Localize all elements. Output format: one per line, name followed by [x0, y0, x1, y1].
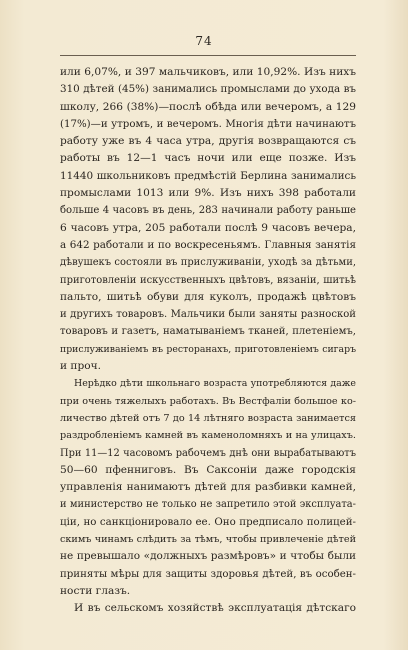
body-text [60, 64, 356, 618]
text-line: и министерство не только не запретило этой эксплуата- [60, 499, 356, 511]
text-line: работы въ 12—1 часъ ночи или еще позже. Изъ [60, 152, 356, 165]
text-line: приняты мѣры для защиты здоровья дѣтей, въ особен- [60, 568, 356, 580]
text-line: ціи, но санкціонировало ее. Оно предписало полицей- [60, 515, 356, 528]
text-line: при очень тяжелыхъ работахъ. Въ Вестфаліи большое ко- [60, 395, 356, 407]
paragraph [60, 64, 356, 375]
text-line: личество дѣтей отъ 7 до 14 лѣтняго возраста занимается [60, 412, 356, 424]
header-rule [60, 55, 356, 56]
text-line: управленія нанимаютъ дѣтей для разбивки камней, [60, 481, 356, 494]
text-line: 6 часовъ утра, 205 работали послѣ 9 часовъ вечера, [60, 221, 356, 234]
text-line: школу, 266 (38%)—послѣ обѣда или вечеромъ, а 129 [60, 100, 356, 113]
text-line: промыслами 1013 или 9%. Изъ нихъ 398 работали [60, 187, 356, 200]
text-line: (17%)—и утромъ, и вечеромъ. Многія дѣти начинаютъ [60, 118, 356, 130]
text-line: И въ сельскомъ хозяйствѣ эксплуатація дѣтскаго [74, 602, 356, 615]
text-line: дѣвушекъ состояли въ прислуживаніи, уходѣ за дѣтьми, [60, 257, 356, 269]
text-line: товаровъ и газетъ, наматываніемъ тканей, плетеніемъ, [60, 326, 356, 338]
text-line: и проч. [60, 360, 102, 373]
paragraph [60, 600, 356, 617]
text-line: а 642 работали и по воскресеньямъ. Главныя занятія [60, 238, 356, 251]
text-line: раздробленіемъ камней въ каменоломняхъ и на улицахъ. [60, 430, 356, 442]
text-line: 11440 школьниковъ предмѣстій Берлина занимались [60, 169, 356, 182]
text-line: 310 дѣтей (45%) занимались промыслами до ухода въ [60, 83, 356, 96]
text-line: скимъ чинамъ слѣдить за тѣмъ, чтобы привлеченіе дѣтей [60, 534, 356, 546]
text-line: прислуживаніемъ въ ресторанахъ, приготовленіемъ сигаръ [60, 343, 356, 355]
text-line: больше 4 часовъ въ день, 283 начинали работу раньше [60, 205, 356, 217]
text-line: или 6,07%, и 397 мальчиковъ, или 10,92%. Изъ нихъ [60, 66, 356, 78]
text-line: Нерѣдко дѣти школьнаго возраста употребляются даже [74, 378, 356, 390]
text-line: не превышало «должныхъ размѣровъ» и чтобы были [60, 550, 356, 563]
text-line: 50—60 пфенниговъ. Въ Саксоніи даже городскія [60, 463, 356, 476]
text-line: приготовленіи искусственныхъ цвѣтовъ, вязаніи, шитьѣ [60, 274, 356, 286]
text-line: При 11—12 часовомъ рабочемъ днѣ они вырабатываютъ [60, 447, 356, 459]
text-line: ности глазъ. [60, 584, 131, 597]
page-number: 74 [195, 34, 213, 48]
paragraph [60, 375, 356, 600]
text-line: работу уже въ 4 часа утра, другія возвращаются съ [60, 135, 356, 148]
text-line: пальто, шитьѣ обуви для куколъ, продажѣ цвѣтовъ [60, 290, 356, 303]
text-line: и другихъ товаровъ. Мальчики были заняты разноской [60, 309, 356, 321]
